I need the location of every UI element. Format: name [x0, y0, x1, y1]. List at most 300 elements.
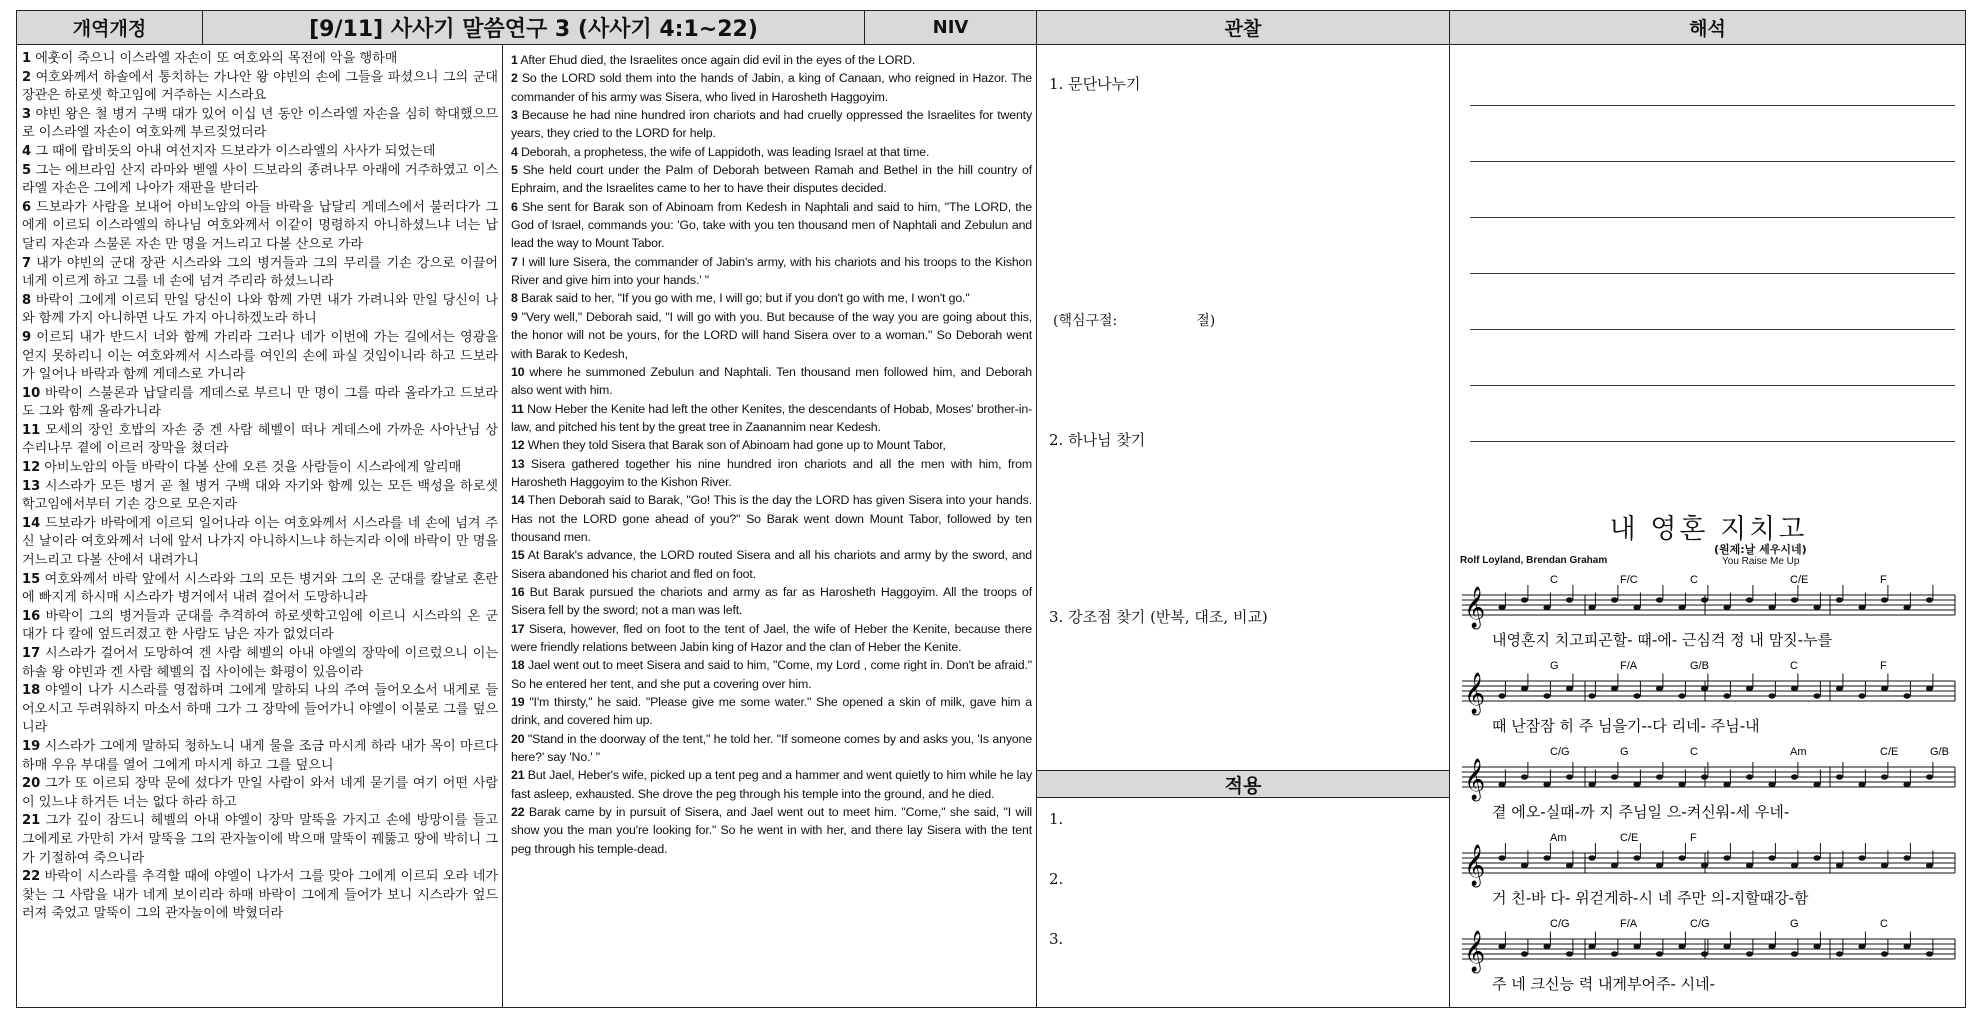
music-note: [1903, 693, 1910, 698]
verse-text: 드보라가 사람을 보내어 아비노암의 아들 바락을 납달리 게데스에서 불러다가 그에게 이르되 이스라엘의 하나님 여호와께서 이같이 명령하지 아니하셨느냐 너는 납달리 자손과 스불론 자손 만 명을 거느리고 다볼 산으로 가라: [22, 199, 498, 252]
interpretation-line[interactable]: [1470, 273, 1955, 274]
music-note: [1768, 782, 1775, 787]
verse-text: She sent for Barak son of Abinoam from Kedesh in Naphtali and said to him, "The LORD, the God of Israel, commands you: 'Go, take with you ten thousand men of Naphtali and Zebulun and lead the way to Mount Tabor.: [511, 199, 1032, 251]
music-note: [1543, 605, 1550, 610]
verse-text: 시스라가 모든 병거 곧 철 병거 구백 대와 자기와 함께 있는 모든 백성을 하로셋학고임에서부터 기손 강으로 모은지라: [22, 478, 498, 513]
music-note: [1611, 774, 1618, 779]
music-note: [1836, 863, 1843, 868]
verse-text: "Stand in the doorway of the tent," he told her. "If someone comes by and asks you, 'Is anyone here?' say 'No.' ": [511, 731, 1032, 765]
verse-number: 19: [511, 695, 525, 710]
application-label: 적용: [1224, 774, 1262, 797]
music-note: [1723, 693, 1730, 698]
music-note: [1588, 782, 1595, 787]
verse-text: Barak came by in pursuit of Sisera, and Jael went out to meet him. "Come," she said, "I will show you the man you're looking for." So he went in with her, and there lay Sisera with the tent peg through his temple-dead.: [511, 805, 1032, 856]
verse-text: Then Deborah said to Barak, "Go! This is the day the LORD has given Sisera into your hands. Has not the LORD gone ahead of you?" So Barak went down Mount Tabor, followed by ten thousand men.: [511, 493, 1032, 544]
niv-verse: [511, 436, 1032, 454]
interpretation-header: [1450, 11, 1965, 45]
music-staff: [1460, 741, 1957, 827]
niv-verse: [511, 253, 1032, 290]
music-note: [1678, 855, 1685, 860]
verse-number: 18: [511, 658, 525, 673]
verse-text: 에훗이 죽으니 이스라엘 자손이 또 여호와의 목전에 악을 행하매: [31, 51, 398, 66]
verse-text: 그가 깊이 잠드니 헤벨의 아내 야엘이 장막 말뚝을 가지고 손에 방망이를 들고 그에게로 가만히 가서 말뚝을 그의 관자놀이에 박으매 말뚝이 꿰뚫고 땅에 박히니 그가 기절하여 죽으니라: [22, 813, 498, 866]
verse-text: 그는 에브라임 산지 라마와 벧엘 사이 드보라의 종려나무 아래에 거주하였고 이스라엘 자손은 그에게 나아가 재판을 받더라: [22, 162, 498, 197]
music-note: [1881, 686, 1888, 691]
key-verse-label: (핵심구절:: [1053, 313, 1118, 329]
niv-verse: [511, 69, 1032, 106]
music-note: [1858, 782, 1865, 787]
observation-header: [1037, 11, 1450, 45]
verse-text: I will lure Sisera, the commander of Jabin's army, with his chariots and his troops to the Kishon River and give him into your hands.' ": [511, 254, 1032, 288]
music-note: [1611, 597, 1618, 602]
verse-number: 10: [22, 385, 41, 401]
music-note: [1633, 782, 1640, 787]
interpretation-line[interactable]: [1470, 385, 1955, 386]
verse-text: But Barak pursued the chariots and army as far as Harosheth Haggoyim. All the troops of Sisera fell by the sword; not a man was left.: [511, 584, 1032, 618]
music-note: [1521, 597, 1528, 602]
chord-label: G: [1550, 660, 1559, 672]
music-note: [1791, 774, 1798, 779]
study-sheet: [16, 10, 1966, 1008]
chord-label: G: [1790, 918, 1799, 930]
niv-verse: [511, 693, 1032, 730]
verse-text: 바락이 그에게 이르되 만일 당신이 나와 함께 가면 내가 가려니와 만일 당신이 나와 함께 가지 아니하면 나도 가지 아니하겠노라 하니: [22, 292, 498, 327]
verse-number: 21: [511, 768, 525, 783]
niv-verse-list: [511, 51, 1032, 858]
interpretation-column: [1450, 45, 1965, 1007]
verse-number: 19: [22, 738, 41, 754]
music-note: [1723, 782, 1730, 787]
verse-text: 야엘이 나가 시스라를 영접하며 그에게 말하되 나의 주여 들어오소서 내게로 들어오시고 두려워하지 마소서 하매 그가 그 장막에 들어가니 야엘이 이불로 그를 덮으니라: [22, 683, 498, 736]
verse-number: 14: [22, 515, 41, 531]
niv-verse: [511, 730, 1032, 767]
verse-number: 20: [511, 731, 525, 746]
verse-number: 9: [22, 329, 32, 345]
chord-label: C/E: [1790, 574, 1809, 586]
music-note: [1521, 951, 1528, 956]
verse-number: 16: [511, 584, 525, 599]
version-label: 개역개정: [72, 18, 147, 40]
interpretation-line[interactable]: [1470, 441, 1955, 442]
music-note: [1633, 605, 1640, 610]
verse-number: 10: [511, 364, 525, 379]
treble-clef-icon: 𝄞: [1464, 673, 1486, 714]
verse-number: 9: [511, 309, 518, 324]
niv-verse: [511, 51, 1032, 69]
music-note: [1656, 774, 1663, 779]
music-note: [1926, 863, 1933, 868]
verse-number: 13: [511, 456, 525, 471]
music-note: [1566, 951, 1573, 956]
chord-label: G/B: [1690, 660, 1709, 672]
korean-verse: [22, 329, 498, 385]
niv-verse: [511, 491, 1032, 546]
title-header: [203, 11, 865, 45]
music-note: [1723, 944, 1730, 949]
music-note: [1656, 863, 1663, 868]
music-note: [1903, 855, 1910, 860]
verse-number: 20: [22, 776, 41, 792]
music-note: [1813, 855, 1820, 860]
verse-number: 18: [22, 683, 41, 699]
niv-verse: [511, 161, 1032, 198]
verse-number: 4: [22, 143, 32, 159]
verse-text: When they told Sisera that Barak son of Abinoam had gone up to Mount Tabor,: [524, 438, 946, 453]
verse-number: 5: [511, 163, 518, 178]
music-note: [1678, 782, 1685, 787]
niv-header: [865, 11, 1037, 45]
chord-label: F/A: [1620, 918, 1638, 930]
music-note: [1588, 944, 1595, 949]
lyrics-line: 내영혼지 치고피곤할- 때-에- 근심걱 정 내 맘짓-누를: [1492, 631, 1833, 649]
observation-item-emphasis: 3. 강조점 찾기 (반복, 대조, 비교): [1049, 608, 1268, 626]
korean-verse: [22, 645, 498, 682]
music-note: [1543, 693, 1550, 698]
music-staff: [1460, 827, 1957, 913]
korean-verse: [22, 478, 498, 515]
verse-number: 21: [22, 813, 41, 829]
korean-verse-list: [22, 50, 498, 924]
chord-label: C: [1550, 574, 1558, 586]
interpretation-label: 해석: [1689, 18, 1726, 40]
verse-number: 12: [511, 438, 525, 453]
music-note: [1791, 863, 1798, 868]
verse-text: 그가 또 이르되 장막 문에 섰다가 만일 사람이 와서 네게 묻기를 여기 어떤 사람이 있느냐 하거든 너는 없다 하라 하고: [22, 776, 498, 810]
verse-text: 아비노암의 아들 바락이 다볼 산에 오른 것을 사람들이 시스라에게 알리매: [40, 460, 462, 476]
interpretation-line[interactable]: [1470, 161, 1955, 162]
music-note: [1701, 597, 1708, 602]
application-item-1[interactable]: 1.: [1049, 810, 1064, 828]
music-note: [1723, 855, 1730, 860]
lyrics-line: 때 난잠잠 히 주 님을기--다 리네- 주님-내: [1492, 717, 1760, 735]
music-note: [1498, 944, 1505, 949]
chord-label: C: [1790, 660, 1798, 672]
verse-text: "Very well," Deborah said, "I will go with you. But because of the way you are going about this, the honor will not be yours, for the LORD will hand Sisera over to a woman." So Deborah went with Barak to Kedesh,: [511, 309, 1032, 361]
music-note: [1903, 782, 1910, 787]
niv-label: NIV: [932, 17, 969, 38]
observation-column: [1037, 45, 1450, 1007]
niv-verse: [511, 289, 1032, 307]
verse-text: But Jael, Heber's wife, picked up a tent peg and a hammer and went quietly to him while he lay fast asleep, exhausted. She drove the peg through his temple into the ground, and he died.: [511, 768, 1032, 801]
verse-text: 여호와께서 하솔에서 통치하는 가나안 왕 야빈의 손에 그들을 파셨으니 그의 군대 장관은 하로셋 학고임에 거주하는 시스라요: [22, 69, 498, 104]
observation-item-god: 2. 하나님 찾기: [1049, 431, 1146, 449]
niv-verse: [511, 546, 1032, 583]
music-note: [1611, 686, 1618, 691]
verse-number: 17: [22, 646, 41, 661]
music-note: [1791, 597, 1798, 602]
music-note: [1543, 855, 1550, 860]
chord-label: F/A: [1620, 660, 1638, 672]
verse-number: 5: [22, 162, 32, 178]
song-english-title: You Raise Me Up: [1722, 556, 1800, 567]
chord-label: C/G: [1550, 918, 1570, 930]
music-note: [1903, 605, 1910, 610]
chord-label: F/C: [1620, 574, 1638, 586]
verse-text: She held court under the Palm of Deborah between Ramah and Bethel in the hill country of Ephraim, and the Israelites came to her to have their disputes decided.: [511, 163, 1032, 196]
niv-verse: [511, 198, 1032, 253]
verse-number: 11: [22, 422, 41, 438]
niv-text-column: [503, 45, 1037, 1007]
niv-verse: [511, 143, 1032, 161]
verse-number: 8: [22, 292, 32, 308]
observation-label: 관찰: [1224, 18, 1262, 40]
music-note: [1701, 686, 1708, 691]
verse-text: Deborah, a prophetess, the wife of Lappidoth, was leading Israel at that time.: [517, 144, 930, 159]
music-note: [1926, 951, 1933, 956]
verse-number: 15: [22, 571, 41, 587]
verse-text: 바락이 스불론과 납달리를 게데스로 부르니 만 명이 그를 따라 올라가고 드보라도 그와 함께 올라가니라: [22, 385, 498, 420]
niv-verse: [511, 363, 1032, 400]
music-staff: [1460, 655, 1957, 741]
music-note: [1701, 774, 1708, 779]
korean-verse: [22, 682, 498, 738]
music-note: [1791, 686, 1798, 691]
music-note: [1926, 686, 1933, 691]
niv-verse: [511, 620, 1032, 657]
verse-text: Barak said to her, "If you go with me, I will go; but if you don't go with me, I won't go.": [517, 291, 970, 306]
music-note: [1858, 605, 1865, 610]
niv-verse: [511, 656, 1032, 693]
chord-label: C/E: [1620, 832, 1639, 844]
verse-text: After Ehud died, the Israelites once again did evil in the eyes of the LORD.: [517, 53, 916, 67]
page-title: [9/11] 사사기 말씀연구 3 (사사기 4:1~22): [309, 17, 758, 42]
verse-number: 8: [511, 291, 518, 306]
song-composers: Rolf Loyland, Brendan Graham: [1460, 555, 1608, 566]
korean-verse: [22, 459, 498, 478]
korean-verse: [22, 738, 498, 775]
korean-verse: [22, 50, 498, 69]
music-note: [1791, 951, 1798, 956]
music-note: [1678, 693, 1685, 698]
verse-number: 14: [511, 493, 525, 508]
verse-number: 22: [511, 805, 525, 820]
chord-label: C: [1880, 918, 1888, 930]
verse-text: 드보라가 바락에게 이르되 일어나라 이는 여호와께서 시스라를 네 손에 넘겨 주신 날이라 여호와께서 너에 앞서 나가지 아니하시느냐 하는지라 이에 바락이 만 명을 거느리고 다볼 산에서 내려가니: [22, 515, 498, 569]
verse-text: 야빈 왕은 철 병거 구백 대가 있어 이십 년 동안 이스라엘 자손을 심히 학대했으므로 이스라엘 자손이 여호와께 부르짖었더라: [22, 106, 498, 141]
verse-number: 7: [22, 255, 32, 271]
verse-number: 12: [22, 460, 41, 476]
lyrics-line: 곁 에오-실때-까 지 주님일 으-켜신워-세 우네-: [1492, 803, 1790, 821]
music-note: [1813, 605, 1820, 610]
music-note: [1768, 693, 1775, 698]
music-note: [1768, 855, 1775, 860]
verse-number: 4: [511, 144, 518, 159]
verse-text: Now Heber the Kenite had left the other Kenites, the descendants of Hobab, Moses' brother-in-law, and pitched his tent by the great tree in Zaanannim near Kedesh.: [511, 401, 1032, 434]
application-item-2[interactable]: 2.: [1049, 870, 1064, 888]
chord-label: C: [1690, 574, 1698, 586]
music-note: [1701, 951, 1708, 956]
music-note: [1543, 782, 1550, 787]
music-note: [1858, 693, 1865, 698]
music-note: [1836, 597, 1843, 602]
chord-label: Am: [1550, 832, 1567, 844]
korean-verse: [22, 255, 498, 292]
interpretation-line[interactable]: [1470, 329, 1955, 330]
niv-verse: [511, 106, 1032, 143]
verse-number: 15: [511, 548, 525, 563]
music-note: [1813, 782, 1820, 787]
verse-number: 1: [511, 53, 518, 67]
verse-number: 6: [511, 199, 518, 214]
music-note: [1768, 605, 1775, 610]
music-note: [1633, 693, 1640, 698]
korean-verse: [22, 571, 498, 608]
verse-text: Because he had nine hundred iron chariots and had cruelly oppressed the Israelites for twenty years, they cried to the LORD for help.: [511, 108, 1032, 141]
korean-verse: [22, 292, 498, 329]
music-note: [1813, 693, 1820, 698]
verse-number: 2: [22, 69, 32, 85]
niv-verse: [511, 766, 1032, 803]
key-verse-field: [1053, 310, 1215, 330]
music-note: [1588, 605, 1595, 610]
verse-text: 시스라가 그에게 말하되 청하노니 내게 물을 조금 마시게 하라 내가 목이 마르다 하매 우유 부대를 열어 그에게 마시게 하고 그를 덮으니: [22, 738, 498, 773]
verse-text: 바락이 그의 병거들과 군대를 추격하여 하로셋학고임에 이르니 시스라의 온 군대가 다 칼에 엎드러졌고 한 사람도 남은 자가 없었더라: [22, 608, 498, 643]
verse-number: 22: [22, 869, 41, 885]
korean-verse: [22, 162, 498, 199]
korean-verse: [22, 143, 498, 162]
verse-number: 13: [22, 478, 41, 494]
music-staff: [1460, 569, 1957, 655]
verse-text: 여호와께서 바락 앞에서 시스라와 그의 모든 병거와 그의 온 군대를 칼날로 혼란에 빠지게 하시매 시스라가 병거에서 내려 걸어서 도망하니라: [22, 571, 498, 606]
korean-verse: [22, 775, 498, 812]
verse-text: 바락이 시스라를 추격할 때에 야엘이 나가서 그를 맞아 그에게 이르되 오라 네가 찾는 그 사람을 내가 네게 보이리라 하매 바락이 그에게 들어가 보니 시스라가 엎드러져 죽었고 말뚝이 그의 관자놀이에 박혔더라: [22, 869, 498, 922]
chord-label: F: [1880, 660, 1887, 672]
chord-label: F: [1690, 832, 1697, 844]
music-note: [1746, 686, 1753, 691]
music-note: [1858, 855, 1865, 860]
lyrics-line: 주 네 크신능 력 내게부어주- 시네-: [1492, 975, 1716, 993]
chord-label: C/G: [1550, 746, 1570, 758]
chord-label: C/E: [1880, 746, 1899, 758]
verse-number: 17: [511, 621, 525, 636]
music-note: [1566, 774, 1573, 779]
music-note: [1566, 863, 1573, 868]
verse-number: 7: [511, 254, 518, 269]
music-note: [1881, 951, 1888, 956]
music-note: [1611, 951, 1618, 956]
music-note: [1836, 951, 1843, 956]
music-note: [1498, 605, 1505, 610]
music-note: [1836, 774, 1843, 779]
verse-text: "I'm thirsty," he said. "Please give me some water." She opened a skin of milk, gave him a drink, and covered him up.: [511, 695, 1032, 728]
korean-verse: [22, 69, 498, 106]
music-note: [1521, 863, 1528, 868]
music-note: [1498, 855, 1505, 860]
music-note: [1588, 855, 1595, 860]
music-note: [1678, 944, 1685, 949]
korean-verse: [22, 106, 498, 143]
music-note: [1633, 855, 1640, 860]
music-note: [1543, 944, 1550, 949]
song-sheet-music: [1460, 515, 1957, 999]
music-note: [1498, 782, 1505, 787]
verse-text: 그 때에 랍비돗의 아내 여선지자 드보라가 이스라엘의 사사가 되었는데: [31, 143, 436, 159]
korean-verse: [22, 199, 498, 255]
niv-verse: [511, 583, 1032, 620]
treble-clef-icon: 𝄞: [1464, 931, 1486, 972]
music-note: [1881, 597, 1888, 602]
music-note: [1813, 944, 1820, 949]
korean-verse: [22, 515, 498, 571]
interpretation-line[interactable]: [1470, 105, 1955, 106]
music-note: [1611, 863, 1618, 868]
key-verse-suffix: 절): [1196, 313, 1216, 329]
music-note: [1768, 944, 1775, 949]
verse-text: where he summoned Zebulun and Naphtali. Ten thousand men followed him, and Deborah also went with him.: [511, 364, 1032, 398]
version-header: [17, 11, 203, 45]
chord-label: G: [1620, 746, 1629, 758]
music-note: [1678, 605, 1685, 610]
verse-number: 3: [22, 106, 32, 122]
music-note: [1566, 597, 1573, 602]
verse-text: So the LORD sold them into the hands of Jabin, a king of Canaan, who reigned in Hazor. The commander of his army was Sisera, who lived in Harosheth Haggoyim.: [511, 71, 1032, 104]
treble-clef-icon: 𝄞: [1464, 845, 1486, 886]
observation-item-paragraph: 1. 문단나누기: [1049, 75, 1141, 93]
treble-clef-icon: 𝄞: [1464, 587, 1486, 628]
application-item-3[interactable]: 3.: [1049, 930, 1064, 948]
niv-verse: [511, 803, 1032, 858]
korean-verse: [22, 608, 498, 645]
music-note: [1588, 693, 1595, 698]
korean-text-column: [17, 45, 503, 1007]
music-note: [1746, 597, 1753, 602]
verse-number: 1: [22, 51, 32, 66]
niv-verse: [511, 400, 1032, 437]
music-note: [1746, 774, 1753, 779]
music-note: [1926, 597, 1933, 602]
verse-text: 시스라가 걸어서 도망하여 겐 사람 헤벨의 아내 야엘의 장막에 이르렀으니 이는 하솔 왕 야빈과 겐 사람 헤벨의 집 사이에는 화평이 있음이라: [22, 646, 498, 680]
music-note: [1656, 686, 1663, 691]
music-note: [1521, 686, 1528, 691]
korean-verse: [22, 868, 498, 924]
verse-text: At Barak's advance, the LORD routed Sisera and all his chariots and army by the sword, and Sisera abandoned his chariot and fled on foot.: [511, 548, 1032, 581]
music-note: [1656, 951, 1663, 956]
music-note: [1498, 693, 1505, 698]
music-note: [1926, 774, 1933, 779]
music-note: [1903, 944, 1910, 949]
music-note: [1836, 686, 1843, 691]
verse-text: Sisera, however, fled on foot to the tent of Jael, the wife of Heber the Kenite, because there were friendly relations between Jabin king of Hazor and the clan of Heber the Kenite.: [511, 621, 1032, 654]
chord-label: F: [1880, 574, 1887, 586]
music-note: [1701, 863, 1708, 868]
treble-clef-icon: 𝄞: [1464, 759, 1486, 800]
music-note: [1858, 944, 1865, 949]
song-title: 내 영혼 지치고: [1609, 514, 1808, 545]
verse-text: Sisera gathered together his nine hundred iron chariots and all the men with him, from Harosheth Haggoyim to the Kishon River.: [511, 456, 1032, 489]
verse-number: 16: [22, 608, 41, 624]
chord-label: Am: [1790, 746, 1807, 758]
song-subtitle: (원제:날 세우시네): [1714, 543, 1807, 556]
music-note: [1521, 774, 1528, 779]
verse-text: 내가 야빈의 군대 장관 시스라와 그의 병거들과 그의 무리를 기손 강으로 이끌어 네게 이르게 하고 그를 네 손에 넘겨 주리라 하셨느니라: [22, 255, 498, 290]
verse-text: 이르되 내가 반드시 너와 함께 가리라 그러나 네가 이번에 가는 길에서는 영광을 얻지 못하리니 이는 여호와께서 시스라를 여인의 손에 파실 것임이니라 하고 드보라가 일어나 바락과 함께 게데스로 가니라: [22, 329, 498, 383]
verse-text: 모세의 장인 호밥의 자손 중 겐 사람 헤벨이 떠나 게데스에 가까운 사아난님 상수리나무 곁에 이르러 장막을 쳤더라: [22, 422, 498, 457]
verse-text: Jael went out to meet Sisera and said to him, "Come, my Lord , come right in. Don't be afraid." So he entered her tent, and she put a covering over him.: [511, 658, 1032, 691]
interpretation-line[interactable]: [1470, 217, 1955, 218]
korean-verse: [22, 385, 498, 422]
music-note: [1746, 863, 1753, 868]
music-note: [1633, 944, 1640, 949]
korean-verse: [22, 422, 498, 459]
korean-verse: [22, 812, 498, 868]
verse-number: 11: [511, 401, 524, 416]
niv-verse: [511, 455, 1032, 492]
verse-number: 6: [22, 199, 32, 215]
music-note: [1746, 951, 1753, 956]
music-note: [1723, 605, 1730, 610]
music-note: [1881, 863, 1888, 868]
niv-verse: [511, 308, 1032, 363]
